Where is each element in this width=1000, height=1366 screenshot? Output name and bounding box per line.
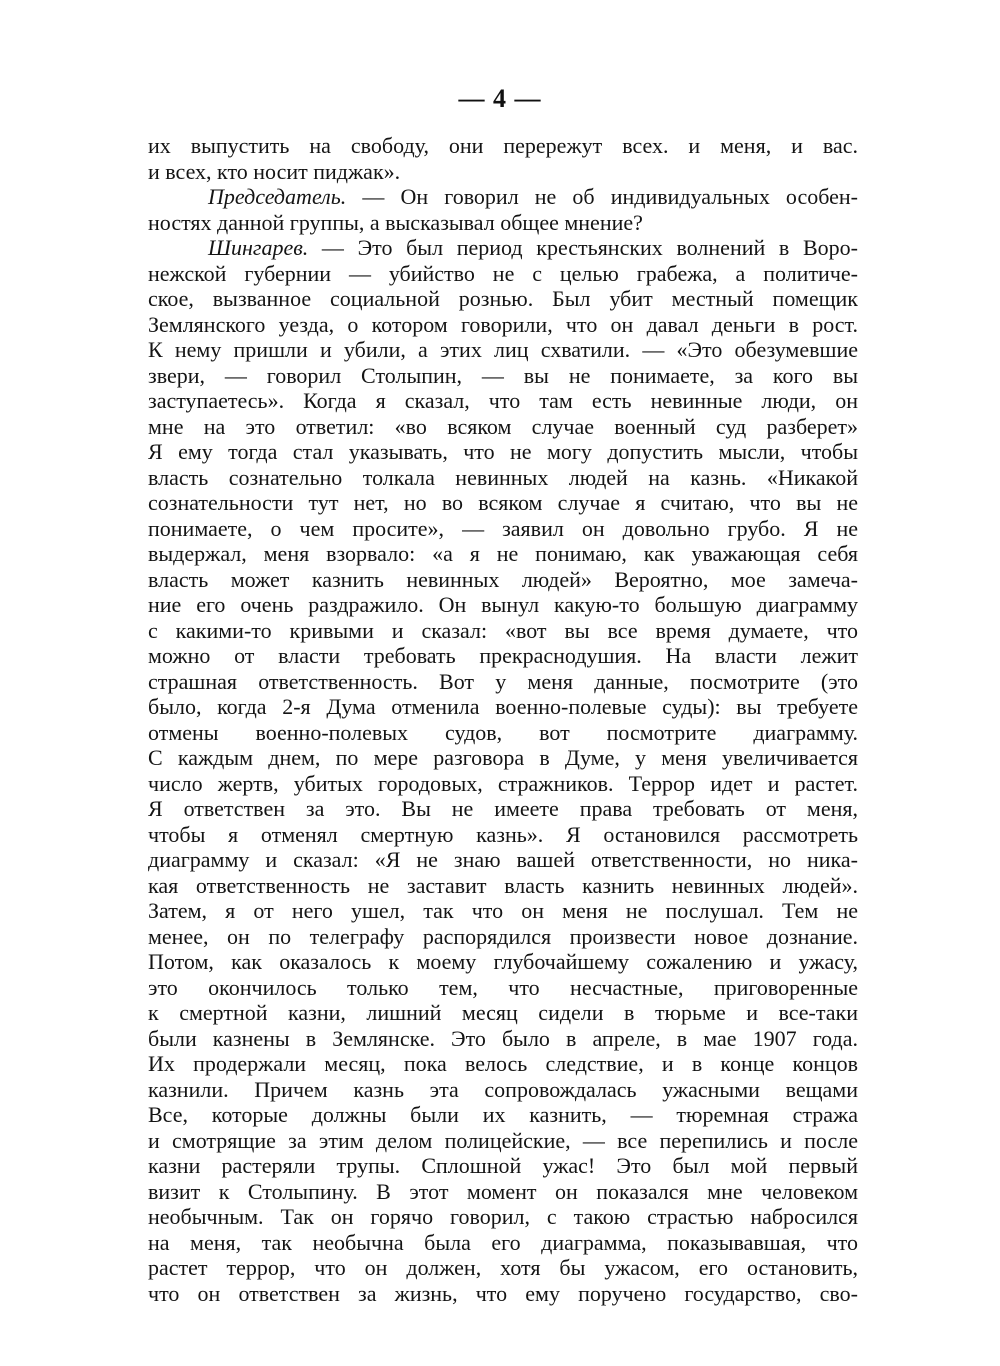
line-text: власть может казнить невинных людей» Вероятно, мое замеча- xyxy=(148,566,858,592)
text-line xyxy=(148,312,858,338)
line-text: заступаетесь». Когда я сказал, что там есть невинные люди, он xyxy=(148,388,858,413)
text-line xyxy=(148,1204,858,1230)
text-line xyxy=(148,847,858,873)
speaker-name: Председатель. xyxy=(208,184,347,209)
text-line xyxy=(148,694,858,720)
line-text: Землянского уезда, о котором говорили, что он давал деньги в рост. xyxy=(148,311,858,337)
line-text: С каждым днем, по мере разговора в Думе, у меня увеличивается xyxy=(148,745,858,770)
line-text: казни растеряли трупы. Сплошной ужас! Это был мой первый xyxy=(148,1153,858,1178)
text-line xyxy=(148,541,858,567)
text-line xyxy=(148,669,858,695)
text-line xyxy=(148,1102,858,1128)
text-line xyxy=(148,1179,858,1205)
line-text: Их продержали месяц, пока велось следствие, и в конце концов xyxy=(148,1051,858,1076)
line-text: звери, — говорил Столыпин, — вы не понимаете, за кого вы xyxy=(148,362,858,388)
text-line xyxy=(148,796,858,822)
text-line xyxy=(148,516,858,542)
text-line xyxy=(148,363,858,389)
text-line xyxy=(148,822,858,848)
line-text: страшная ответственность. Вот у меня данные, посмотрите (это xyxy=(148,668,858,694)
text-line xyxy=(148,1230,858,1256)
text-line xyxy=(148,975,858,1001)
line-text: казнили. Причем казнь эта сопровождалась ужасными вещами xyxy=(148,1076,858,1102)
text-line xyxy=(148,643,858,669)
text-line xyxy=(148,1051,858,1077)
line-text: нежской губернии — убийство не с целью грабежа, а политиче- xyxy=(148,260,858,286)
line-text: мне на это ответил: «во всяком случае военный суд разберет» xyxy=(148,413,858,439)
line-text: необычным. Так он горячо говорил, с такою страстью набросился xyxy=(148,1204,858,1229)
line-text: визит к Столыпину. В этот момент он показался мне человеком xyxy=(148,1178,858,1204)
line-text: Все, которые должны были их казнить, — тюремная стража xyxy=(148,1102,858,1127)
line-text: менее, он по телеграфу распорядился произвести новое дознание. xyxy=(148,923,858,949)
line-text: на меня, так необычна была его диаграмма, показывавшая, что xyxy=(148,1229,858,1255)
line-text: можно от власти требовать прекраснодушия. На власти лежит xyxy=(148,643,858,668)
text-line xyxy=(148,949,858,975)
text-line xyxy=(148,490,858,516)
line-text: диаграмму и сказал: «Я не знаю вашей ответственности, но ника- xyxy=(148,847,858,872)
line-text: понимаете, о чем просите», — заявил он довольно грубо. Я не xyxy=(148,515,858,541)
text-line xyxy=(148,1281,858,1307)
text-line xyxy=(148,439,858,465)
text-line xyxy=(148,745,858,771)
text-line xyxy=(148,1000,858,1026)
speaker-name: Шингарев. xyxy=(208,235,309,260)
text-line xyxy=(148,388,858,414)
text-line xyxy=(148,720,858,746)
line-text: кая ответственность не заставит власть казнить невинных людей». xyxy=(148,872,858,898)
line-text: Я ответствен за это. Вы не имеете права требовать от меня, xyxy=(148,796,858,821)
text-line xyxy=(148,771,858,797)
line-text: было, когда 2-я Дума отменила военно-полевые суды): вы требуете xyxy=(148,694,858,719)
line-text: чтобы я отменял смертную казнь». Я остановился рассмотреть xyxy=(148,821,858,847)
text-line xyxy=(148,261,858,287)
line-text: и смотрящие за этим делом полицейские, — все перепились и после xyxy=(148,1127,858,1153)
text-line xyxy=(148,924,858,950)
line-text: ское, вызванное социальной рознью. Был убит местный помещик xyxy=(148,286,858,311)
text-line xyxy=(148,1128,858,1154)
line-text: власть сознательно толкала невинных людей на казнь. «Никакой xyxy=(148,464,858,490)
line-text: Затем, я от него ушел, так что он меня не послушал. Тем не xyxy=(148,898,858,923)
text-line xyxy=(148,337,858,363)
line-text: и всех, кто носит пиджак». xyxy=(148,158,401,184)
text-line xyxy=(148,873,858,899)
text-line xyxy=(148,1026,858,1052)
line-text: число жертв, убитых городовых, стражников. Террор идет и растет. xyxy=(148,770,858,796)
line-text: ние его очень раздражило. Он вынул какую-то большую диаграмму xyxy=(148,592,858,617)
line-text: к смертной казни, лишний месяц сидели в тюрьме и все-таки xyxy=(148,1000,858,1025)
line-text: растет террор, что он должен, хотя бы ужасом, его остановить, xyxy=(148,1255,858,1280)
text-line xyxy=(148,898,858,924)
text-line xyxy=(148,133,858,159)
page-number: — 4 — xyxy=(458,84,542,113)
text-line xyxy=(148,159,858,185)
line-text: — Это был период крестьянских волнений в Воро- xyxy=(308,235,858,260)
text-line xyxy=(148,618,858,644)
line-text: выдержал, меня взорвало: «а я не понимаю, как уважающая себя xyxy=(148,541,858,566)
text-line xyxy=(148,414,858,440)
line-text: Потом, как оказалось к моему глубочайшему сожалению и ужасу, xyxy=(148,949,858,974)
text-line xyxy=(148,567,858,593)
text-line xyxy=(148,184,858,210)
line-text: К нему пришли и убили, а этих лиц схватили. — «Это обезумевшие xyxy=(148,337,858,362)
line-text: с какими-то кривыми и сказал: «вот вы все время думаете, что xyxy=(148,617,858,643)
line-text: Я ему тогда стал указывать, что не могу допустить мысли, чтобы xyxy=(148,439,858,464)
line-text: ностях данной группы, а высказывал общее мнение? xyxy=(148,209,643,235)
text-line xyxy=(148,286,858,312)
text-body xyxy=(148,133,858,1306)
text-line xyxy=(148,210,858,236)
text-line xyxy=(148,465,858,491)
line-text: были казнены в Землянске. Это было в апреле, в мае 1907 года. xyxy=(148,1025,858,1051)
text-line xyxy=(148,235,858,261)
line-text: что он ответствен за жизнь, что ему поручено государство, сво- xyxy=(148,1280,858,1306)
text-line xyxy=(148,1077,858,1103)
line-text: — Он говорил не об индивидуальных особен- xyxy=(346,184,858,209)
line-text: отмены военно-полевых судов, вот посмотрите диаграмму. xyxy=(148,719,858,745)
line-text: это окончилось только тем, что несчастные, приговоренные xyxy=(148,974,858,1000)
line-text: их выпустить на свободу, они перережут всех. и меня, и вас. xyxy=(148,133,858,158)
text-line xyxy=(148,1153,858,1179)
line-text: сознательности тут нет, но во всяком случае я считаю, что вы не xyxy=(148,490,858,515)
text-line xyxy=(148,1255,858,1281)
text-line xyxy=(148,592,858,618)
